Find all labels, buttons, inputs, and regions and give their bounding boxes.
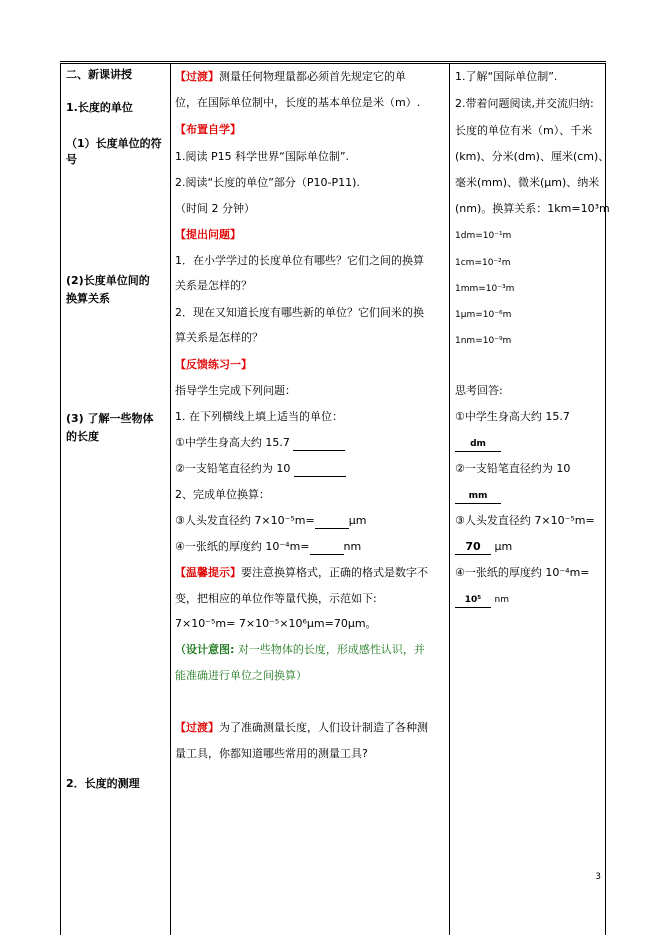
blank-question-1: ①中学生身高大约 15.7 bbox=[175, 436, 345, 451]
mid-line-21: 量工具，你都知道哪些常用的测量工具? bbox=[175, 747, 368, 760]
answer-2-question: ②一支铅笔直径约为 10 bbox=[455, 462, 571, 475]
page-number: 3 bbox=[595, 872, 601, 882]
mid-line-1: 【过渡】测量任何物理量都必须首先规定它的单 bbox=[175, 70, 406, 83]
mid-line-18: 变，把相应的单位作等量代换，示范如下: bbox=[175, 592, 377, 605]
heading-length-units: 1.长度的单位 bbox=[66, 101, 133, 114]
conversion-question-3: ③人头发直径约 7×10⁻⁵m= μm bbox=[175, 514, 367, 527]
mid-line-9: 算关系是怎样的？ bbox=[175, 331, 263, 344]
column-divider-1 bbox=[170, 63, 171, 935]
subheading-conversion-2: 换算关系 bbox=[66, 292, 110, 305]
design-intent-1: （设计意图: 对一些物体的长度，形成感性认识，并 bbox=[175, 643, 425, 656]
subheading-object-lengths-2: 的长度 bbox=[66, 430, 99, 443]
mid-line-10: 指导学生完成下列问题： bbox=[175, 384, 296, 397]
answer-4: 10⁵ nm bbox=[455, 592, 509, 608]
mid-line-5: （时间 2 分钟） bbox=[175, 202, 255, 215]
right-line-6: (nm)。换算关系：1km=10³m bbox=[455, 202, 610, 215]
mid-line-19: 7×10⁻⁵m= 7×10⁻⁵×10⁶μm=70μm。 bbox=[175, 617, 377, 630]
answer-1-question: ①中学生身高大约 15.7 bbox=[455, 410, 570, 423]
blank-field bbox=[293, 436, 345, 451]
mid-line-11: 1. 在下列横线上填上适当的单位： bbox=[175, 410, 343, 423]
mid-line-17: 【温馨提示】要注意换算格式，正确的格式是数字不 bbox=[175, 566, 428, 579]
right-line-4: (km)、分米(dm)、厘米(cm)、 bbox=[455, 150, 610, 163]
subheading-unit-symbols-2: 号 bbox=[66, 153, 77, 166]
heading-length-measurement: 2．长度的测理 bbox=[66, 777, 140, 790]
tag-transition-2: 【过渡】 bbox=[175, 721, 219, 734]
mid-line-8: 2．现在又知道长度有哪些新的单位？它们间米的换 bbox=[175, 306, 424, 319]
conversion-dm: 1dm=10⁻¹m bbox=[455, 231, 512, 241]
design-intent-2: 能准确进行单位之间换算） bbox=[175, 669, 307, 682]
table-top-border bbox=[60, 63, 606, 64]
right-line-1: 1.了解“国际单位制”. bbox=[455, 70, 558, 83]
conversion-mm: 1mm=10⁻³m bbox=[455, 284, 515, 294]
blank-field bbox=[294, 462, 346, 477]
conversion-nm: 1nm=10⁻⁹m bbox=[455, 336, 512, 346]
conversion-question-4: ④一张纸的厚度约 10⁻⁴m= nm bbox=[175, 540, 362, 553]
mid-line-3: 1.阅读 P15 科学世界“国际单位制”. bbox=[175, 150, 350, 163]
mid-line-4: 2.阅读“长度的单位”部分（P10-P11). bbox=[175, 176, 360, 189]
tag-self-study: 【布置自学】 bbox=[175, 123, 241, 136]
table-right-border bbox=[605, 63, 606, 935]
answer-3-question: ③人头发直径约 7×10⁻⁵m= bbox=[455, 514, 595, 527]
mid-line-20: 【过渡】为了准确测量长度，人们设计制造了各种测 bbox=[175, 721, 428, 734]
conversion-um: 1μm=10⁻⁶m bbox=[455, 310, 512, 320]
right-line-3: 长度的单位有米（m）、千米 bbox=[455, 124, 593, 137]
mid-line-14: 2、完成单位换算： bbox=[175, 488, 270, 501]
tag-question: 【提出问题】 bbox=[175, 228, 241, 241]
column-divider-2 bbox=[449, 63, 450, 935]
subheading-object-lengths-1: (3) 了解一些物体 bbox=[66, 412, 154, 425]
section-heading: 二、新课讲授 bbox=[66, 68, 132, 81]
answer-3: 70 μm bbox=[455, 540, 512, 555]
answer-2: mm bbox=[455, 488, 501, 504]
right-line-5: 毫米(mm)、微米(μm)、纳米 bbox=[455, 176, 600, 189]
tag-feedback: 【反馈练习一】 bbox=[175, 358, 252, 371]
mid-line-2: 位，在国际单位制中，长度的基本单位是米（m）. bbox=[175, 96, 421, 109]
conversion-cm: 1cm=10⁻²m bbox=[455, 258, 511, 268]
right-line-2: 2.带着问题阅读,并交流归纳: bbox=[455, 97, 594, 110]
mid-line-7: 关系是怎样的？ bbox=[175, 279, 252, 292]
tag-transition: 【过渡】 bbox=[175, 70, 219, 83]
mid-line-6: 1．在小学学过的长度单位有哪些？它们之间的换算 bbox=[175, 254, 424, 267]
think-answer-label: 思考回答: bbox=[455, 384, 503, 397]
header-rule bbox=[60, 61, 606, 62]
answer-4-question: ④一张纸的厚度约 10⁻⁴m= bbox=[455, 566, 590, 579]
answer-1: dm bbox=[455, 436, 501, 452]
table-left-border bbox=[60, 63, 61, 935]
blank-field bbox=[315, 514, 349, 529]
subheading-unit-symbols-1: （1）长度单位的符 bbox=[66, 137, 162, 150]
subheading-conversion-1: (2)长度单位间的 bbox=[66, 274, 150, 287]
blank-field bbox=[310, 540, 344, 555]
blank-question-2: ②一支铅笔直径约为 10 bbox=[175, 462, 346, 477]
tag-tip: 【温馨提示】 bbox=[175, 566, 241, 579]
